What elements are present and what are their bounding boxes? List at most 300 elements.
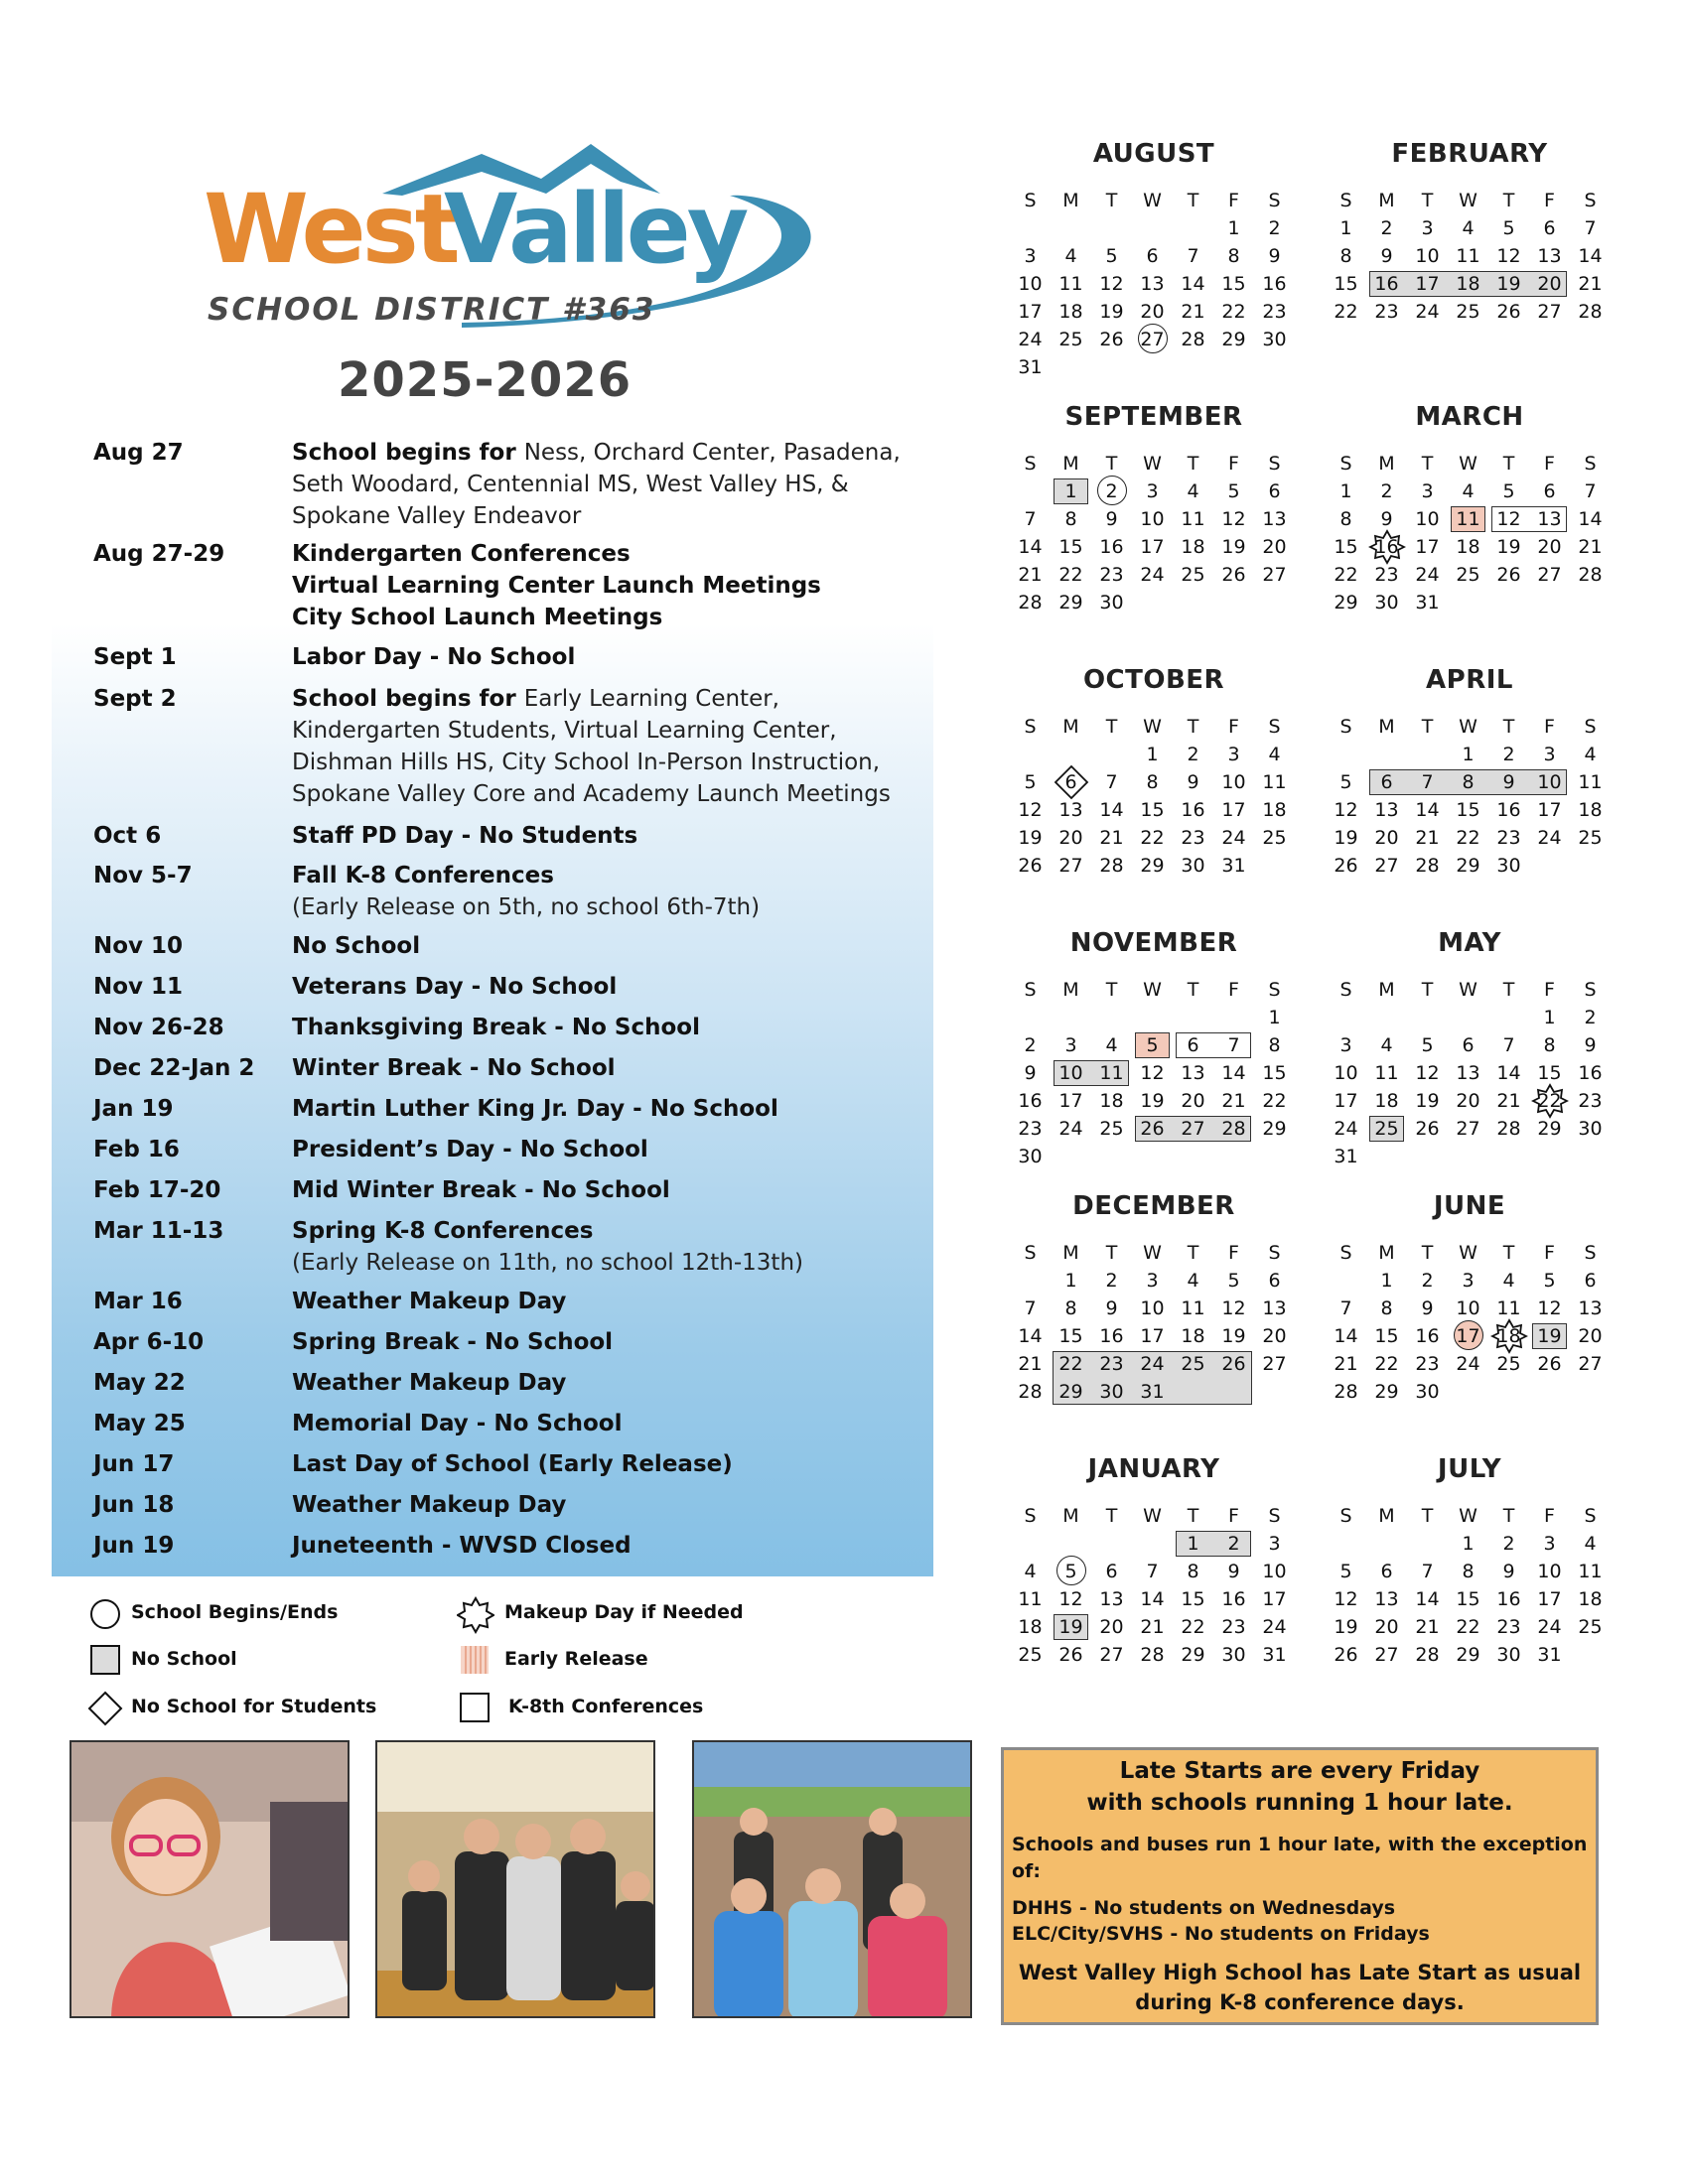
calendar-day: 25	[1578, 1616, 1603, 1638]
calendar-day: 4	[1462, 217, 1475, 239]
weekday-header: S	[1268, 979, 1281, 1001]
weekday-header: F	[1544, 1242, 1555, 1264]
calendar-day: 28	[1140, 1644, 1165, 1666]
event-bold-text: Last Day of School (Early Release)	[292, 1451, 733, 1477]
calendar-day: 23	[1262, 301, 1287, 323]
calendar-day: 15	[1262, 1062, 1287, 1084]
calendar-day: 1	[1380, 1270, 1393, 1292]
calendar-day: 3	[1024, 245, 1037, 267]
event-bold-text: Weather Makeup Day	[292, 1492, 567, 1518]
calendar-day: 13	[1058, 799, 1083, 821]
event-line	[292, 469, 947, 500]
late-start-exception-2: ELC/City/SVHS - No students on Fridays	[1012, 1923, 1430, 1945]
calendar-day: 1	[1339, 217, 1352, 239]
calendar-day: 25	[1262, 827, 1287, 849]
event-line	[292, 930, 947, 962]
calendar-day: 26	[1415, 1118, 1440, 1140]
event-date: Jun 18	[93, 1492, 175, 1518]
calendar-day: 17	[1537, 799, 1562, 821]
calendar-day: 10	[1456, 1297, 1480, 1319]
calendar-day: 26	[1221, 1353, 1246, 1375]
calendar-day: 12	[1415, 1062, 1440, 1084]
event-line	[292, 602, 947, 633]
weekday-header: T	[1502, 716, 1515, 738]
late-start-footer-1: West Valley High School has Late Start as usual	[1018, 1961, 1582, 1984]
calendar-day: 18	[1058, 301, 1083, 323]
calendar-day: 1	[1187, 1533, 1199, 1555]
event-bold-text: Labor Day - No School	[292, 644, 576, 670]
calendar-day: 28	[1415, 1644, 1440, 1666]
event-line	[292, 500, 947, 532]
calendar-day: 29	[1537, 1118, 1562, 1140]
event-description	[292, 1215, 947, 1279]
calendar-day: 3	[1064, 1034, 1077, 1056]
event-bold-text: Weather Makeup Day	[292, 1289, 567, 1314]
event-line	[292, 820, 947, 852]
event-description	[292, 1174, 947, 1206]
event-date: Nov 5-7	[93, 863, 193, 888]
calendar-day: 24	[1415, 564, 1440, 586]
calendar-day: 11	[1181, 508, 1205, 530]
calendar-day: 19	[1221, 536, 1246, 558]
calendar-day: 3	[1227, 744, 1240, 765]
calendar-day: 13	[1099, 1588, 1124, 1610]
circle-icon	[89, 1598, 121, 1630]
calendar-day: 6	[1187, 1034, 1199, 1056]
calendar-day: 11	[1018, 1588, 1043, 1610]
calendar-day: 6	[1462, 1034, 1475, 1056]
event-line	[292, 971, 947, 1003]
calendar-day: 28	[1018, 592, 1043, 614]
calendar-day: 27	[1181, 1118, 1205, 1140]
weekday-header: T	[1421, 1242, 1434, 1264]
weekday-header: F	[1228, 1242, 1239, 1264]
calendar-day: 17	[1058, 1090, 1083, 1112]
calendar-day: 7	[1584, 217, 1597, 239]
calendar-day: 6	[1584, 1270, 1597, 1292]
calendar-day: 8	[1462, 771, 1475, 793]
weekday-header: M	[1378, 453, 1395, 475]
calendar-day: 13	[1140, 273, 1165, 295]
calendar-day: 5	[1543, 1270, 1556, 1292]
weekday-header: S	[1268, 716, 1281, 738]
weekday-header: W	[1143, 1505, 1162, 1527]
weekday-header: W	[1143, 453, 1162, 475]
calendar-day: 9	[1380, 245, 1393, 267]
event-bold-text: Veterans Day - No School	[292, 974, 618, 1000]
calendar-day: 9	[1502, 771, 1515, 793]
event-line	[292, 1012, 947, 1043]
event-description	[292, 437, 947, 532]
calendar-day: 12	[1496, 508, 1521, 530]
event-line	[292, 570, 947, 602]
calendar-day: 6	[1064, 771, 1077, 793]
calendar-day: 20	[1456, 1090, 1480, 1112]
calendar-day: 11	[1058, 273, 1083, 295]
calendar-day: 25	[1018, 1644, 1043, 1666]
weekday-header: F	[1228, 979, 1239, 1001]
calendar-day: 5	[1339, 1561, 1352, 1582]
calendar-day: 3	[1146, 1270, 1159, 1292]
calendar-day: 23	[1374, 564, 1399, 586]
calendar-day: 1	[1064, 480, 1077, 502]
event-text: Spokane Valley Endeavor	[292, 503, 582, 529]
weekday-header: S	[1024, 190, 1037, 211]
calendar-day: 5	[1105, 245, 1118, 267]
calendar-day: 21	[1099, 827, 1124, 849]
weekday-header: S	[1584, 1242, 1597, 1264]
calendar-day: 20	[1374, 827, 1399, 849]
calendar-day: 28	[1578, 301, 1603, 323]
calendar-day: 19	[1496, 273, 1521, 295]
weekday-header: T	[1421, 716, 1434, 738]
calendar-day: 16	[1099, 1325, 1124, 1347]
calendar-day: 30	[1496, 855, 1521, 877]
calendar-day: 31	[1140, 1381, 1165, 1403]
event-date: Apr 6-10	[93, 1329, 205, 1355]
calendar-day: 1	[1064, 1270, 1077, 1292]
calendar-day: 14	[1018, 1325, 1043, 1347]
calendar-day: 11	[1262, 771, 1287, 793]
calendar-day: 4	[1187, 1270, 1199, 1292]
event-line	[292, 1530, 947, 1562]
calendar-day: 5	[1227, 1270, 1240, 1292]
weekday-header: S	[1024, 1505, 1037, 1527]
late-start-heading-1: Late Starts are every Friday	[1119, 1758, 1480, 1784]
event-description	[292, 538, 947, 633]
calendar-day: 29	[1058, 1381, 1083, 1403]
calendar-day: 24	[1140, 564, 1165, 586]
event-line	[292, 1093, 947, 1125]
event-line	[292, 1489, 947, 1521]
calendar-day: 20	[1537, 273, 1562, 295]
calendar-day: 2	[1584, 1007, 1597, 1028]
calendar-day: 13	[1374, 1588, 1399, 1610]
calendar-day: 2	[1502, 1533, 1515, 1555]
calendar-day: 8	[1380, 1297, 1393, 1319]
calendar-day: 29	[1181, 1644, 1205, 1666]
event-bold-text: School begins for	[292, 440, 524, 466]
calendar-day: 22	[1456, 1616, 1480, 1638]
event-line	[292, 1367, 947, 1399]
calendar-day: 29	[1058, 592, 1083, 614]
calendar-day: 19	[1099, 301, 1124, 323]
calendar-day: 18	[1262, 799, 1287, 821]
calendar-day: 10	[1140, 1297, 1165, 1319]
event-line	[292, 1052, 947, 1084]
calendar-day: 27	[1374, 1644, 1399, 1666]
calendar-day: 7	[1584, 480, 1597, 502]
month-name: APRIL	[1426, 665, 1513, 695]
calendar-day: 23	[1374, 301, 1399, 323]
month-name: DECEMBER	[1072, 1191, 1235, 1221]
month-calendar	[1010, 1191, 1298, 1439]
event-line	[292, 1247, 947, 1279]
calendar-day: 26	[1334, 855, 1358, 877]
calendar-day: 19	[1496, 536, 1521, 558]
legend-label: School Begins/Ends	[131, 1601, 339, 1623]
calendar-day: 18	[1578, 1588, 1603, 1610]
calendar-day: 2	[1024, 1034, 1037, 1056]
weekday-header: T	[1502, 979, 1515, 1001]
event-description	[292, 1326, 947, 1358]
event-bold-text: Staff PD Day - No Students	[292, 823, 638, 849]
event-bold-text: School begins for	[292, 686, 524, 712]
calendar-day: 2	[1105, 480, 1118, 502]
calendar-day: 14	[1334, 1325, 1358, 1347]
weekday-header: T	[1187, 190, 1199, 211]
calendar-day: 3	[1543, 1533, 1556, 1555]
calendar-day: 6	[1380, 1561, 1393, 1582]
calendar-day: 23	[1221, 1616, 1246, 1638]
event-date: Jun 17	[93, 1451, 175, 1477]
calendar-day: 27	[1456, 1118, 1480, 1140]
calendar-day: 17	[1415, 536, 1440, 558]
calendar-day: 6	[1543, 217, 1556, 239]
calendar-day: 17	[1415, 273, 1440, 295]
late-start-heading-2: with schools running 1 hour late.	[1086, 1790, 1513, 1816]
weekday-header: W	[1459, 190, 1477, 211]
calendar-day: 12	[1221, 508, 1246, 530]
calendar-day: 18	[1578, 799, 1603, 821]
calendar-day: 5	[1421, 1034, 1434, 1056]
calendar-day: 24	[1415, 301, 1440, 323]
calendar-day: 4	[1105, 1034, 1118, 1056]
weekday-header: W	[1143, 190, 1162, 211]
calendar-day: 14	[1415, 799, 1440, 821]
event-line	[292, 860, 947, 891]
weekday-header: M	[1062, 1505, 1079, 1527]
calendar-day: 18	[1099, 1090, 1124, 1112]
event-date: Sept 1	[93, 644, 177, 670]
calendar-day: 30	[1374, 592, 1399, 614]
calendar-day: 6	[1146, 245, 1159, 267]
event-description	[292, 1448, 947, 1480]
event-text: Seth Woodard, Centennial MS, West Valley HS, &	[292, 472, 849, 497]
weekday-header: F	[1228, 453, 1239, 475]
month-name: AUGUST	[1092, 139, 1215, 169]
calendar-day: 16	[1496, 1588, 1521, 1610]
calendar-day: 10	[1140, 508, 1165, 530]
calendar-day: 5	[1339, 771, 1352, 793]
weekday-header: T	[1421, 979, 1434, 1001]
calendar-day: 17	[1537, 1588, 1562, 1610]
weekday-header: T	[1105, 1505, 1118, 1527]
calendar-day: 24	[1334, 1118, 1358, 1140]
event-bold-text: Fall K-8 Conferences	[292, 863, 554, 888]
logo-valley-text: Valley	[444, 174, 746, 285]
event-description	[292, 641, 947, 673]
calendar-day: 14	[1099, 799, 1124, 821]
calendar-day: 3	[1146, 480, 1159, 502]
event-bold-text: President’s Day - No School	[292, 1137, 648, 1162]
weekday-header: F	[1228, 190, 1239, 211]
calendar-day: 22	[1334, 564, 1358, 586]
event-bold-text: City School Launch Meetings	[292, 605, 663, 630]
calendar-day: 22	[1537, 1090, 1562, 1112]
calendar-day: 20	[1140, 301, 1165, 323]
diamond-icon	[87, 1691, 123, 1726]
calendar-day: 3	[1421, 217, 1434, 239]
weekday-header: T	[1187, 453, 1199, 475]
calendar-day: 25	[1496, 1353, 1521, 1375]
weekday-header: M	[1062, 1242, 1079, 1264]
calendar-day: 20	[1537, 536, 1562, 558]
calendar-day: 14	[1496, 1062, 1521, 1084]
calendar-day: 11	[1456, 508, 1480, 530]
calendar-day: 22	[1058, 1353, 1083, 1375]
weekday-header: M	[1062, 716, 1079, 738]
calendar-day: 25	[1099, 1118, 1124, 1140]
calendar-day: 2	[1227, 1533, 1240, 1555]
calendar-day: 26	[1140, 1118, 1165, 1140]
calendar-day: 25	[1374, 1118, 1399, 1140]
calendar-day: 10	[1058, 1062, 1083, 1084]
calendar-day: 21	[1221, 1090, 1246, 1112]
calendar-day: 7	[1187, 245, 1199, 267]
month-name: FEBRUARY	[1391, 139, 1548, 169]
month-name: JANUARY	[1087, 1454, 1220, 1484]
calendar-day: 15	[1140, 799, 1165, 821]
event-date: Jun 19	[93, 1533, 175, 1559]
month-calendar	[1326, 665, 1614, 913]
calendar-day: 20	[1262, 1325, 1287, 1347]
legend-label: No School	[131, 1648, 237, 1670]
calendar-day: 14	[1181, 273, 1205, 295]
weekday-header: S	[1339, 1242, 1352, 1264]
calendar-day: 23	[1578, 1090, 1603, 1112]
calendar-day: 12	[1221, 1297, 1246, 1319]
calendar-day: 10	[1415, 508, 1440, 530]
calendar-day: 30	[1415, 1381, 1440, 1403]
calendar-day: 27	[1099, 1644, 1124, 1666]
striped-square-icon	[459, 1644, 491, 1676]
calendar-day: 11	[1181, 1297, 1205, 1319]
event-date: Mar 16	[93, 1289, 183, 1314]
calendar-day: 19	[1415, 1090, 1440, 1112]
month-calendar	[1326, 928, 1614, 1176]
month-calendar	[1010, 1454, 1298, 1703]
event-line	[292, 747, 947, 778]
calendar-day: 23	[1496, 1616, 1521, 1638]
weekday-header: F	[1228, 716, 1239, 738]
weekday-header: W	[1459, 453, 1477, 475]
calendar-day: 27	[1058, 855, 1083, 877]
weekday-header: F	[1544, 716, 1555, 738]
event-date: May 22	[93, 1370, 186, 1396]
weekday-header: S	[1268, 453, 1281, 475]
calendar-day: 21	[1578, 536, 1603, 558]
month-name: JUNE	[1433, 1191, 1506, 1221]
month-calendar	[1326, 1454, 1614, 1703]
event-description	[292, 971, 947, 1003]
calendar-day: 18	[1374, 1090, 1399, 1112]
calendar-day: 16	[1374, 273, 1399, 295]
calendar-day: 8	[1187, 1561, 1199, 1582]
calendar-day: 10	[1537, 771, 1562, 793]
calendar-day: 15	[1058, 536, 1083, 558]
calendar-day: 15	[1456, 799, 1480, 821]
calendar-day: 8	[1064, 1297, 1077, 1319]
month-calendar	[1326, 1191, 1614, 1439]
event-line	[292, 641, 947, 673]
calendar-day: 9	[1105, 508, 1118, 530]
event-text: Ness, Orchard Center, Pasadena,	[523, 440, 901, 466]
calendar-day: 19	[1221, 1325, 1246, 1347]
calendar-day: 27	[1537, 301, 1562, 323]
calendar-day: 16	[1578, 1062, 1603, 1084]
calendar-day: 17	[1262, 1588, 1287, 1610]
calendar-day: 31	[1537, 1644, 1562, 1666]
calendar-day: 6	[1105, 1561, 1118, 1582]
calendar-day: 26	[1018, 855, 1043, 877]
calendar-day: 16	[1262, 273, 1287, 295]
calendar-day: 14	[1018, 536, 1043, 558]
event-line	[292, 1286, 947, 1317]
calendar-day: 1	[1146, 744, 1159, 765]
event-description	[292, 1408, 947, 1439]
calendar-day: 7	[1146, 1561, 1159, 1582]
weekday-header: F	[1544, 453, 1555, 475]
calendar-day: 28	[1018, 1381, 1043, 1403]
calendar-day: 2	[1421, 1270, 1434, 1292]
calendar-day: 28	[1099, 855, 1124, 877]
calendar-day: 30	[1262, 329, 1287, 350]
calendar-day: 6	[1380, 771, 1393, 793]
calendar-day: 9	[1227, 1561, 1240, 1582]
weekday-header: T	[1105, 979, 1118, 1001]
calendar-day: 12	[1140, 1062, 1165, 1084]
calendar-day: 5	[1024, 771, 1037, 793]
calendar-day: 8	[1268, 1034, 1281, 1056]
calendar-day: 3	[1339, 1034, 1352, 1056]
weekday-header: S	[1024, 716, 1037, 738]
calendar-day: 31	[1415, 592, 1440, 614]
event-description	[292, 1530, 947, 1562]
weekday-header: W	[1459, 1505, 1477, 1527]
calendar-day: 6	[1268, 1270, 1281, 1292]
calendar-day: 14	[1140, 1588, 1165, 1610]
calendar-day: 2	[1380, 217, 1393, 239]
calendar-day: 11	[1496, 1297, 1521, 1319]
calendar-day: 12	[1018, 799, 1043, 821]
calendar-day: 22	[1221, 301, 1246, 323]
calendar-day: 2	[1268, 217, 1281, 239]
calendar-day: 16	[1018, 1090, 1043, 1112]
event-date: Dec 22-Jan 2	[93, 1055, 255, 1081]
calendar-day: 1	[1339, 480, 1352, 502]
calendar-day: 24	[1537, 827, 1562, 849]
calendar-day: 19	[1334, 827, 1358, 849]
calendar-day: 30	[1578, 1118, 1603, 1140]
calendar-day: 8	[1146, 771, 1159, 793]
calendar-day: 8	[1064, 508, 1077, 530]
event-line	[292, 538, 947, 570]
calendar-day: 22	[1374, 1353, 1399, 1375]
event-line	[292, 1448, 947, 1480]
calendar-day: 13	[1262, 1297, 1287, 1319]
calendar-day: 3	[1462, 1270, 1475, 1292]
month-calendar	[1010, 665, 1298, 913]
calendar-day: 28	[1496, 1118, 1521, 1140]
calendar-day: 24	[1456, 1353, 1480, 1375]
calendar-day: 7	[1421, 1561, 1434, 1582]
calendar-day: 13	[1578, 1297, 1603, 1319]
event-text: Kindergarten Students, Virtual Learning Center,	[292, 718, 837, 744]
weekday-header: T	[1187, 716, 1199, 738]
weekday-header: T	[1187, 979, 1199, 1001]
calendar-day: 3	[1421, 480, 1434, 502]
